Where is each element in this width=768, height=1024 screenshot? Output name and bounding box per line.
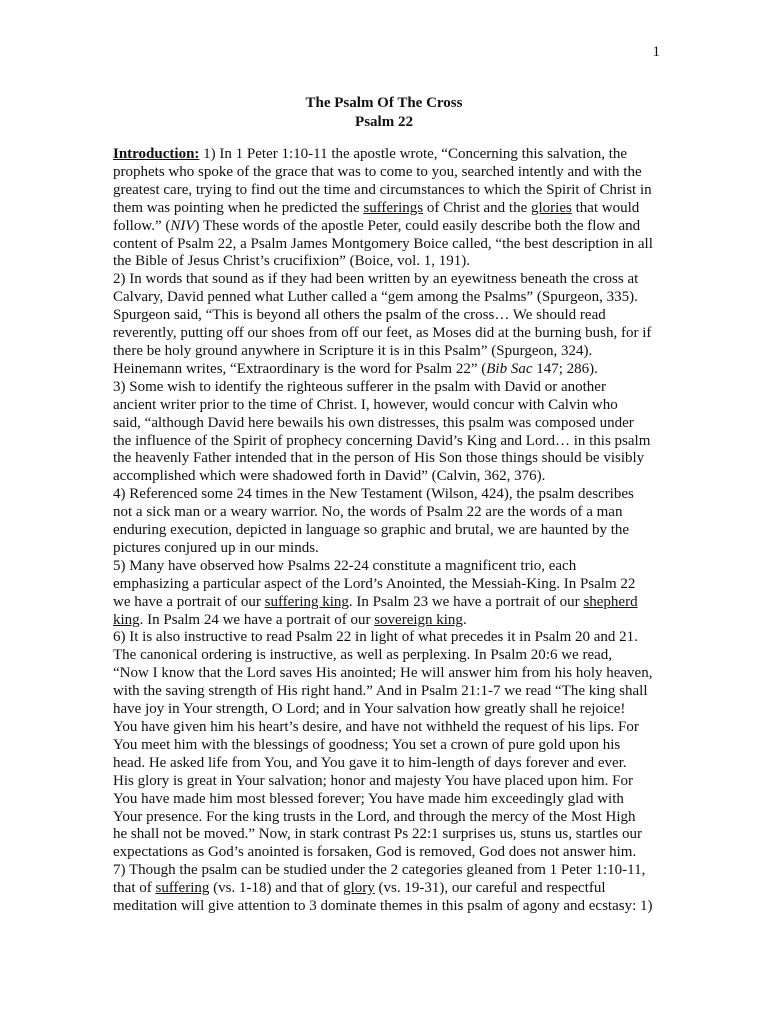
text-segment: Bib Sac [486, 360, 533, 377]
text-line [113, 200, 658, 218]
text-line [113, 325, 658, 343]
text-segment: suffering [155, 880, 210, 897]
text-segment: sufferings [363, 199, 424, 216]
text-line [113, 862, 658, 880]
subtitle-line: Psalm 22 [355, 114, 413, 130]
text-segment: glory [343, 880, 375, 897]
text-segment: suffering king [264, 593, 349, 610]
text-segment: shepherd [583, 593, 638, 610]
text-segment: Calvary, David penned what Luther called a “gem among the Psalms” (Spurgeon, 335). [113, 289, 638, 306]
text-line [113, 271, 658, 289]
text-line [113, 701, 658, 719]
text-segment: reverently, putting off our shoes from off our feet, as Moses did at the burning bush, for if [113, 325, 652, 342]
text-segment: (vs. 19-31), our careful and respectful [374, 880, 606, 897]
text-segment: enduring execution, depicted in language so graphic and brutal, we are haunted by the [113, 522, 630, 539]
text-segment: the influence of the Spirit of prophecy concerning David’s King and Lord… in this psalm [113, 432, 651, 449]
text-line [113, 468, 658, 486]
text-segment: the Bible of Jesus Christ’s crucifixion” (Boice, vol. 1, 191). [113, 253, 471, 270]
text-line [113, 307, 658, 325]
text-segment: “Now I know that the Lord saves His anointed; He will answer him from his holy heaven, [113, 665, 653, 682]
text-segment: that would [571, 199, 640, 216]
text-segment: 2) In words that sound as if they had been written by an eyewitness beneath the cross at [113, 271, 639, 288]
text-line [113, 791, 658, 809]
text-line [113, 576, 658, 594]
text-line [113, 450, 658, 468]
text-line [113, 826, 658, 844]
text-segment: there be holy ground anywhere in Scripture it is in this Psalm” (Spurgeon, 324). [113, 342, 593, 359]
text-segment: said, “although David here bewails his own distresses, this psalm was composed under [113, 414, 634, 431]
text-segment: . In Psalm 23 we have a portrait of our [348, 593, 584, 610]
text-segment: ) These words of the apostle Peter, could easily describe both the flow and [194, 217, 641, 234]
text-segment: Heinemann writes, “Extraordinary is the word for Psalm 22” ( [113, 360, 487, 377]
text-line [113, 612, 658, 630]
text-line [113, 504, 658, 522]
text-line [113, 361, 658, 379]
text-segment: . In Psalm 24 we have a portrait of our [139, 611, 375, 628]
text-line [113, 236, 658, 254]
text-line [113, 253, 658, 271]
text-line [113, 629, 658, 647]
text-line [113, 809, 658, 827]
text-segment: content of Psalm 22, a Psalm James Montgomery Boice called, “the best description in all [113, 235, 653, 252]
text-segment: You meet him with the blessings of goodness; You set a crown of pure gold upon his [113, 736, 621, 753]
body-text [113, 146, 658, 916]
text-segment: of Christ and the [423, 199, 531, 216]
text-segment: 147; 286). [532, 360, 598, 377]
text-segment: greatest care, trying to find out the time and circumstances to which the Spirit of Christ in [113, 181, 652, 198]
text-segment: 7) Though the psalm can be studied under the 2 categories gleaned from 1 Peter 1:10-11, [113, 862, 646, 879]
text-segment: that of [113, 880, 156, 897]
text-line [113, 737, 658, 755]
text-segment: Introduction: [113, 146, 200, 162]
text-line [113, 647, 658, 665]
title-line: The Psalm Of The Cross [305, 95, 463, 111]
text-segment: 6) It is also instructive to read Psalm 22 in light of what precedes it in Psalm 20 and 21. [113, 629, 638, 646]
document-title [0, 94, 768, 132]
text-segment: he shall not be moved.” Now, in stark contrast Ps 22:1 surprises us, stuns us, startles our [113, 826, 642, 843]
text-line [113, 433, 658, 451]
text-line [113, 558, 658, 576]
text-segment: (vs. 1-18) and that of [209, 880, 344, 897]
text-segment: we have a portrait of our [113, 593, 265, 610]
text-line [113, 486, 658, 504]
text-segment: have joy in Your strength, O Lord; and in Your salvation how greatly shall he rejoice! [113, 701, 626, 718]
text-segment: follow.” ( [113, 217, 171, 234]
text-line [113, 898, 658, 916]
text-line [113, 880, 658, 898]
text-line [113, 379, 658, 397]
text-segment: meditation will give attention to 3 dominate themes in this psalm of agony and ecstasy: 1) [113, 898, 653, 915]
text-segment: with the saving strength of His right hand.” And in Psalm 21:1-7 we read “The king shall [113, 683, 648, 700]
text-line [113, 522, 658, 540]
text-segment: 3) Some wish to identify the righteous sufferer in the psalm with David or another [113, 378, 606, 395]
text-line [113, 683, 658, 701]
text-line [113, 397, 658, 415]
text-line [113, 665, 658, 683]
text-segment: accomplished which were shadowed forth in David” (Calvin, 362, 376). [113, 468, 546, 485]
text-segment: sovereign king [374, 611, 463, 628]
text-line [113, 164, 658, 182]
text-segment: pictures conjured up in our minds. [113, 539, 319, 556]
text-line [113, 182, 658, 200]
text-segment: You have made him most blessed forever; You have made him exceedingly glad with [113, 790, 624, 807]
text-segment: them was pointing when he predicted the [113, 199, 364, 216]
text-segment: You have given him his heart’s desire, and have not withheld the request of his lips. For [113, 719, 639, 735]
text-segment: king [113, 611, 140, 628]
text-segment: 1) In 1 Peter 1:10-11 the apostle wrote, “Concerning this salvation, the [199, 146, 628, 162]
text-line [113, 218, 658, 236]
text-segment: not a sick man or a weary warrior. No, the words of Psalm 22 are the words of a man [113, 504, 623, 521]
text-line [113, 719, 658, 737]
text-line [113, 289, 658, 307]
text-segment: expectations as God’s anointed is forsaken, God is removed, God does not answer him. [113, 844, 637, 861]
text-segment: Your presence. For the king trusts in the Lord, and through the mercy of the Most High [113, 808, 636, 825]
text-segment: The canonical ordering is instructive, as well as perplexing. In Psalm 20:6 we read, [113, 647, 613, 664]
page-number: 1 [652, 44, 660, 60]
text-segment: 5) Many have observed how Psalms 22-24 constitute a magnificent trio, each [113, 557, 577, 574]
text-line [113, 415, 658, 433]
text-line [113, 540, 658, 558]
text-segment: head. He asked life from You, and You gave it to him-length of days forever and ever. [113, 754, 627, 771]
text-line [113, 773, 658, 791]
text-segment: His glory is great in Your salvation; honor and majesty You have placed upon him. For [113, 772, 633, 789]
text-line [113, 844, 658, 862]
text-line [113, 146, 658, 164]
text-segment: the heavenly Father intended that in the person of His Son those things should be visibly [113, 450, 645, 467]
text-segment: prophets who spoke of the grace that was to come to you, searched intently and with the [113, 163, 642, 180]
text-line [113, 594, 658, 612]
text-segment: . [462, 611, 467, 628]
text-segment: 4) Referenced some 24 times in the New Testament (Wilson, 424), the psalm describes [113, 486, 634, 503]
text-line [113, 755, 658, 773]
text-segment: NIV [170, 217, 195, 234]
text-segment: Spurgeon said, “This is beyond all others the psalm of the cross… We should read [113, 307, 606, 324]
text-line [113, 343, 658, 361]
text-segment: glories [530, 199, 572, 216]
text-segment: emphasizing a particular aspect of the Lord’s Anointed, the Messiah-King. In Psalm 22 [113, 575, 636, 592]
text-segment: ancient writer prior to the time of Christ. I, however, would concur with Calvin who [113, 396, 618, 413]
